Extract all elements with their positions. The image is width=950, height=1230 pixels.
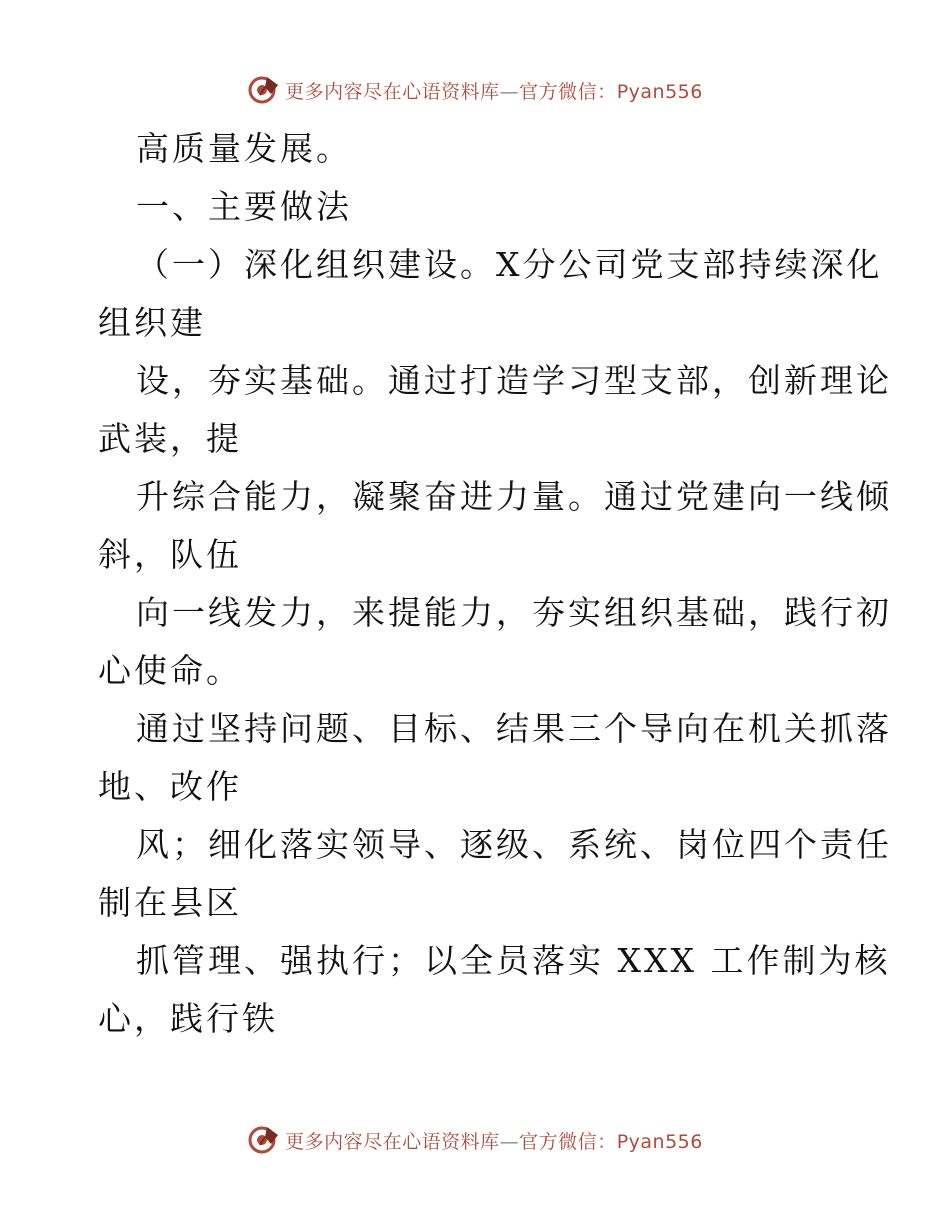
watermark-text xyxy=(285,77,703,104)
footer-watermark xyxy=(0,1122,950,1158)
pen-in-circle-logo xyxy=(247,1123,281,1157)
text-line: 心使命。 xyxy=(98,651,242,690)
document-body xyxy=(98,120,892,1048)
text-line: 设，夯实基础。通过打造学习型支部，创新理论 xyxy=(136,361,892,400)
watermark-account: Pyan556 xyxy=(616,80,703,103)
watermark-title: 更多内容尽在心语资料库 xyxy=(285,80,500,103)
header-watermark xyxy=(0,72,950,108)
watermark-separator: — xyxy=(499,1130,520,1153)
text-line: 抓管理、强执行；以全员落实 XXX 工作制为核 xyxy=(136,941,891,980)
text-line: （一）深化组织建设。X分公司党支部持续深化 xyxy=(136,245,883,284)
text-line: 一、主要做法 xyxy=(136,187,352,226)
text-line: 通过坚持问题、目标、结果三个导向在机关抓落 xyxy=(136,709,892,748)
text-line: 心，践行铁 xyxy=(98,999,278,1038)
text-line: 组织建 xyxy=(98,303,206,342)
watermark-separator: — xyxy=(499,80,520,103)
watermark-title: 更多内容尽在心语资料库 xyxy=(285,1130,500,1153)
watermark-suffix: 官方微信： xyxy=(519,1130,617,1153)
text-line: 升综合能力，凝聚奋进力量。通过党建向一线倾 xyxy=(136,477,892,516)
text-line: 地、改作 xyxy=(98,767,242,806)
text-line: 向一线发力，来提能力，夯实组织基础，践行初 xyxy=(136,593,892,632)
text-line: 制在县区 xyxy=(98,883,242,922)
pen-in-circle-logo xyxy=(247,73,281,107)
text-line: 武装，提 xyxy=(98,419,242,458)
text-line: 斜，队伍 xyxy=(98,535,242,574)
text-line: 高质量发展。 xyxy=(136,129,352,168)
watermark-text xyxy=(285,1127,703,1154)
watermark-account: Pyan556 xyxy=(616,1130,703,1153)
text-line: 风；细化落实领导、逐级、系统、岗位四个责任 xyxy=(136,825,892,864)
watermark-suffix: 官方微信： xyxy=(519,80,617,103)
